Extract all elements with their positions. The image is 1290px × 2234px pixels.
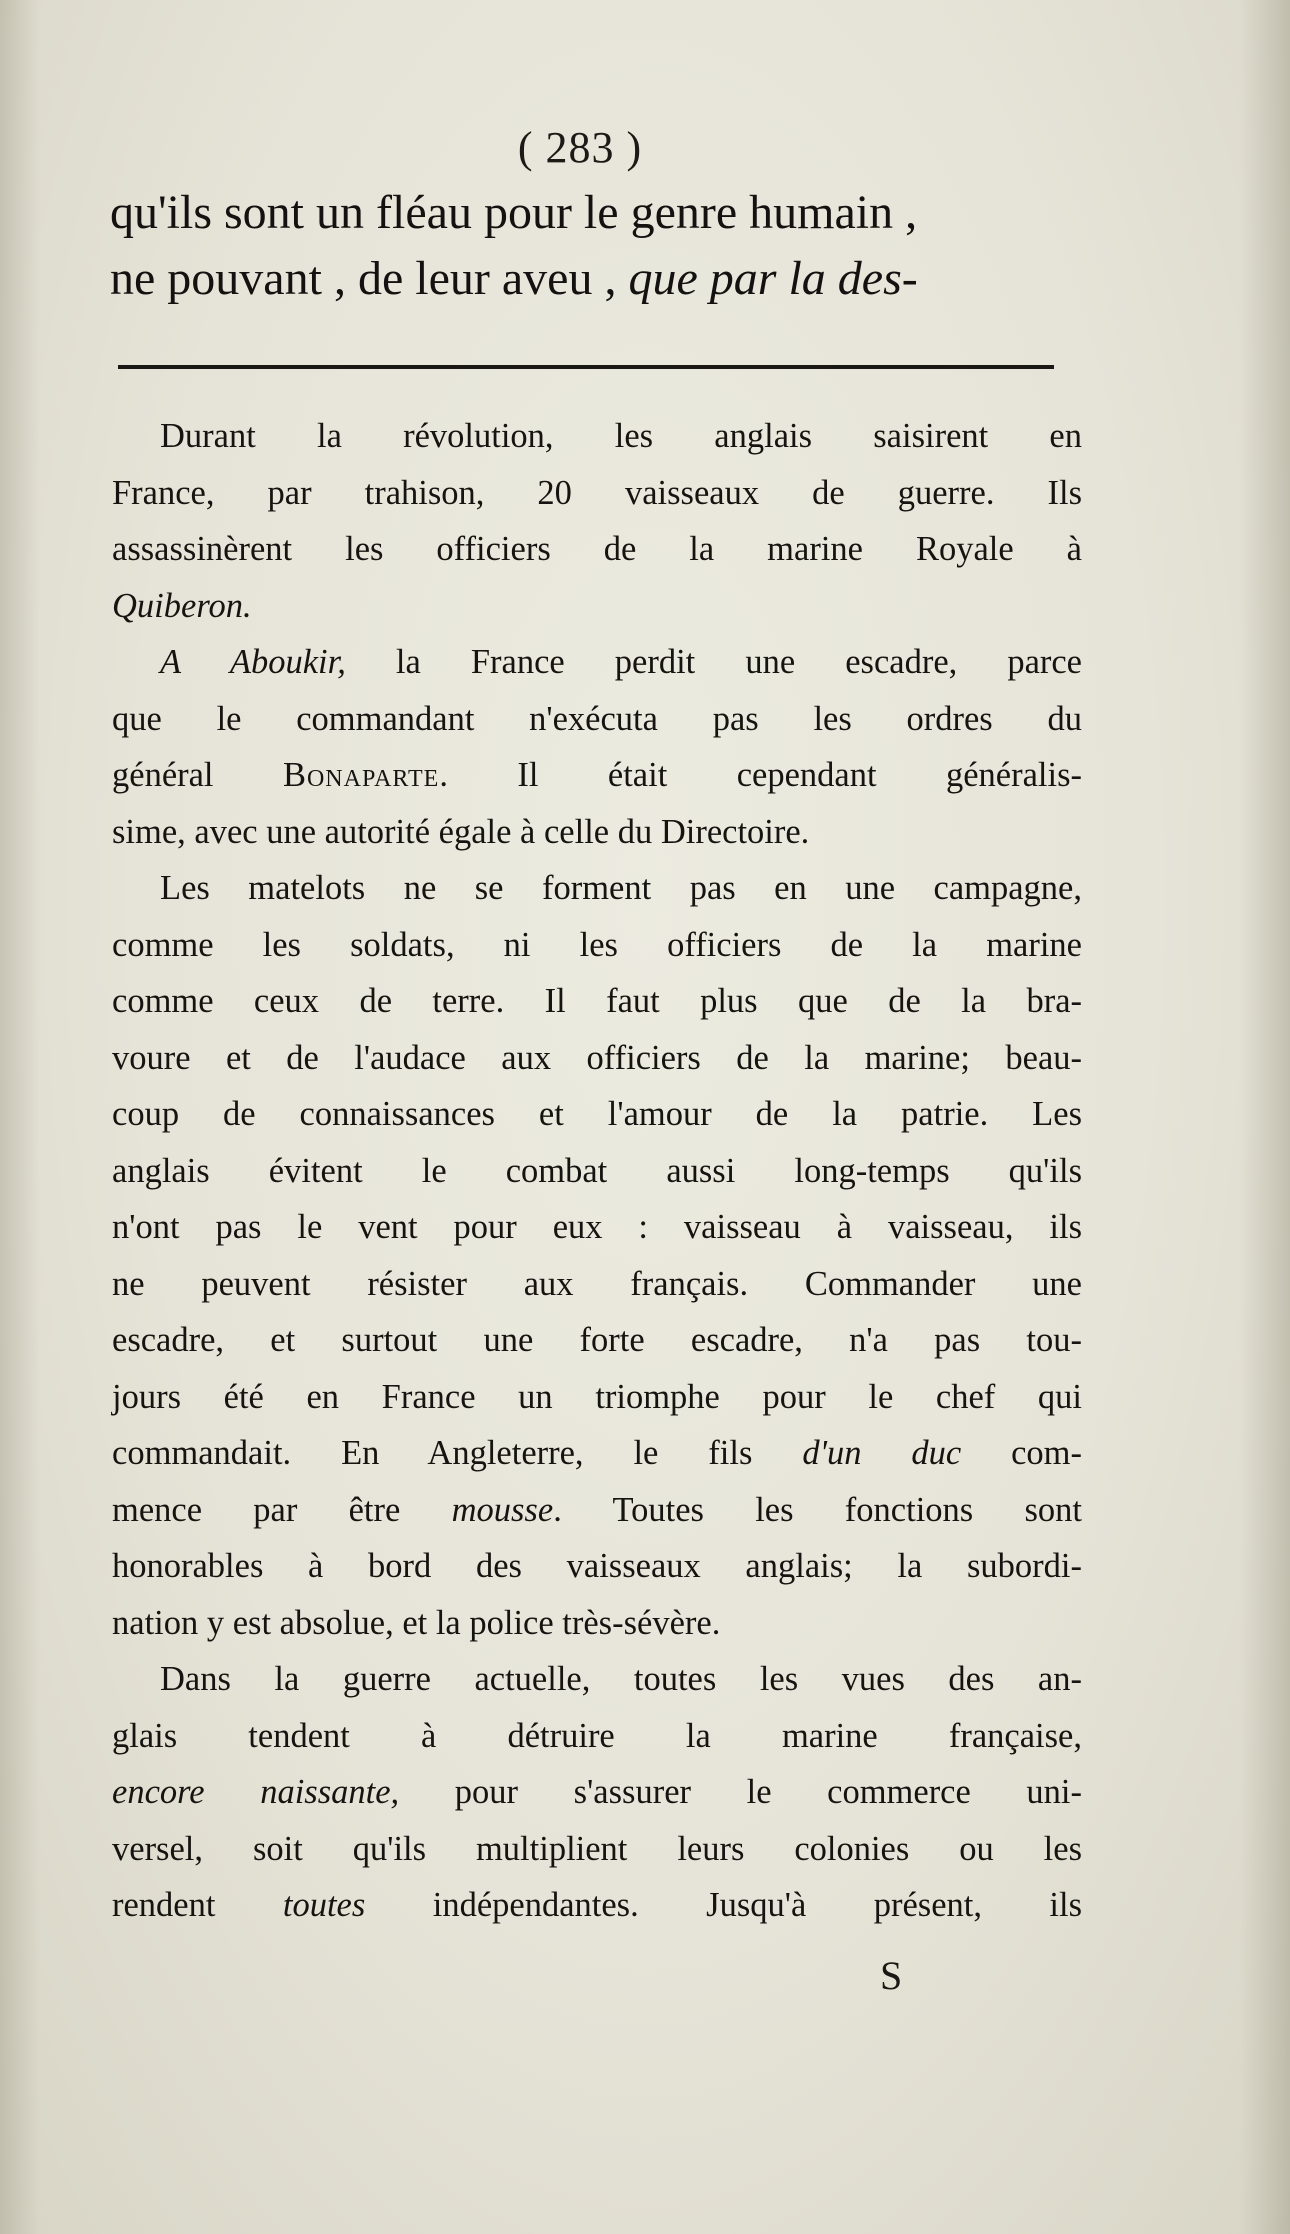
footnote-line bbox=[112, 634, 1082, 691]
footnote-line bbox=[112, 1482, 1082, 1539]
footnote-divider bbox=[118, 365, 1054, 369]
footnote-line: France, par trahison, 20 vaisseaux de guerre. Ils bbox=[112, 473, 1082, 512]
main-text-italic: que par la des- bbox=[628, 252, 918, 305]
footnote-text: rendent bbox=[112, 1886, 283, 1924]
footnote-line: glais tendent à détruire la marine française, bbox=[112, 1716, 1082, 1755]
footnote-line bbox=[112, 1764, 1082, 1821]
footnote-line: comme les soldats, ni les officiers de la marine bbox=[112, 925, 1082, 964]
footnote-italic: d'un duc bbox=[802, 1434, 962, 1472]
small-caps-name: Bonaparte bbox=[282, 756, 440, 794]
footnote-line: sime, avec une autorité égale à celle du Directoire. bbox=[112, 812, 810, 851]
footnote-line: comme ceux de terre. Il faut plus que de la bra- bbox=[112, 982, 1082, 1020]
footnote-text: pour s'assurer le commerce uni- bbox=[399, 1773, 1083, 1811]
footnote-line bbox=[112, 578, 1082, 635]
footnote-italic: A Aboukir, bbox=[160, 643, 346, 681]
footnote-line: Durant la révolution, les anglais saisirent en bbox=[160, 417, 1082, 455]
footnote-text: . Il était cependant généralis- bbox=[439, 756, 1082, 794]
footnote-line: jours été en France un triomphe pour le chef qui bbox=[112, 1377, 1082, 1416]
footnote-line: coup de connaissances et l'amour de la patrie. Les bbox=[112, 1095, 1082, 1133]
footnote-line: voure et de l'audace aux officiers de la marine; beau- bbox=[112, 1038, 1082, 1077]
footnote-italic: encore naissante, bbox=[112, 1773, 400, 1811]
main-text-line bbox=[110, 246, 1060, 312]
footnote-line: escadre, et surtout une forte escadre, n'a pas tou- bbox=[112, 1321, 1082, 1359]
footnote-line: Les matelots ne se forment pas en une campagne, bbox=[160, 869, 1082, 907]
main-text bbox=[110, 180, 1060, 312]
main-text-line: qu'ils sont un fléau pour le genre humain , bbox=[110, 186, 918, 239]
footnote-line bbox=[112, 747, 1082, 804]
footnote-italic: Quiberon. bbox=[112, 586, 252, 625]
footnote-line: versel, soit qu'ils multiplient leurs colonies ou les bbox=[112, 1829, 1082, 1868]
page-number: ( 283 ) bbox=[517, 123, 643, 172]
footnote-line bbox=[112, 1877, 1082, 1934]
footnote-text: indépendantes. Jusqu'à présent, ils bbox=[365, 1886, 1083, 1924]
footnote-line: n'ont pas le vent pour eux : vaisseau à vaisseau, ils bbox=[112, 1208, 1082, 1246]
footnote-italic: mousse bbox=[451, 1490, 554, 1529]
footnote-text: mence par être bbox=[112, 1490, 452, 1529]
footnote-line bbox=[112, 1425, 1082, 1482]
footnote-text: général bbox=[112, 756, 283, 794]
footnote-line: que le commandant n'exécuta pas les ordres du bbox=[112, 699, 1082, 738]
footnote-text: commandait. En Angleterre, le fils bbox=[112, 1434, 803, 1472]
footnote-line: ne peuvent résister aux français. Commander une bbox=[112, 1264, 1082, 1303]
footnote-line: anglais évitent le combat aussi long-temps qu'ils bbox=[112, 1151, 1082, 1190]
footnote-line: nation y est absolue, et la police très-sévère. bbox=[112, 1603, 721, 1642]
footnote-text: . Toutes les fonctions sont bbox=[553, 1490, 1082, 1529]
footnote-text: la France perdit une escadre, parce bbox=[345, 643, 1082, 681]
main-text-roman: ne pouvant , de leur aveu , bbox=[110, 252, 629, 305]
signature-mark: S bbox=[880, 1953, 903, 1998]
footnote-italic: toutes bbox=[282, 1886, 366, 1924]
footnote-block bbox=[112, 408, 1082, 1934]
footnote-line: honorables à bord des vaisseaux anglais; la subordi- bbox=[112, 1547, 1082, 1585]
footnote-line: assassinèrent les officiers de la marine Royale à bbox=[112, 530, 1082, 568]
footnote-line: Dans la guerre actuelle, toutes les vues des an- bbox=[160, 1660, 1082, 1698]
footnote-text: com- bbox=[961, 1434, 1082, 1472]
